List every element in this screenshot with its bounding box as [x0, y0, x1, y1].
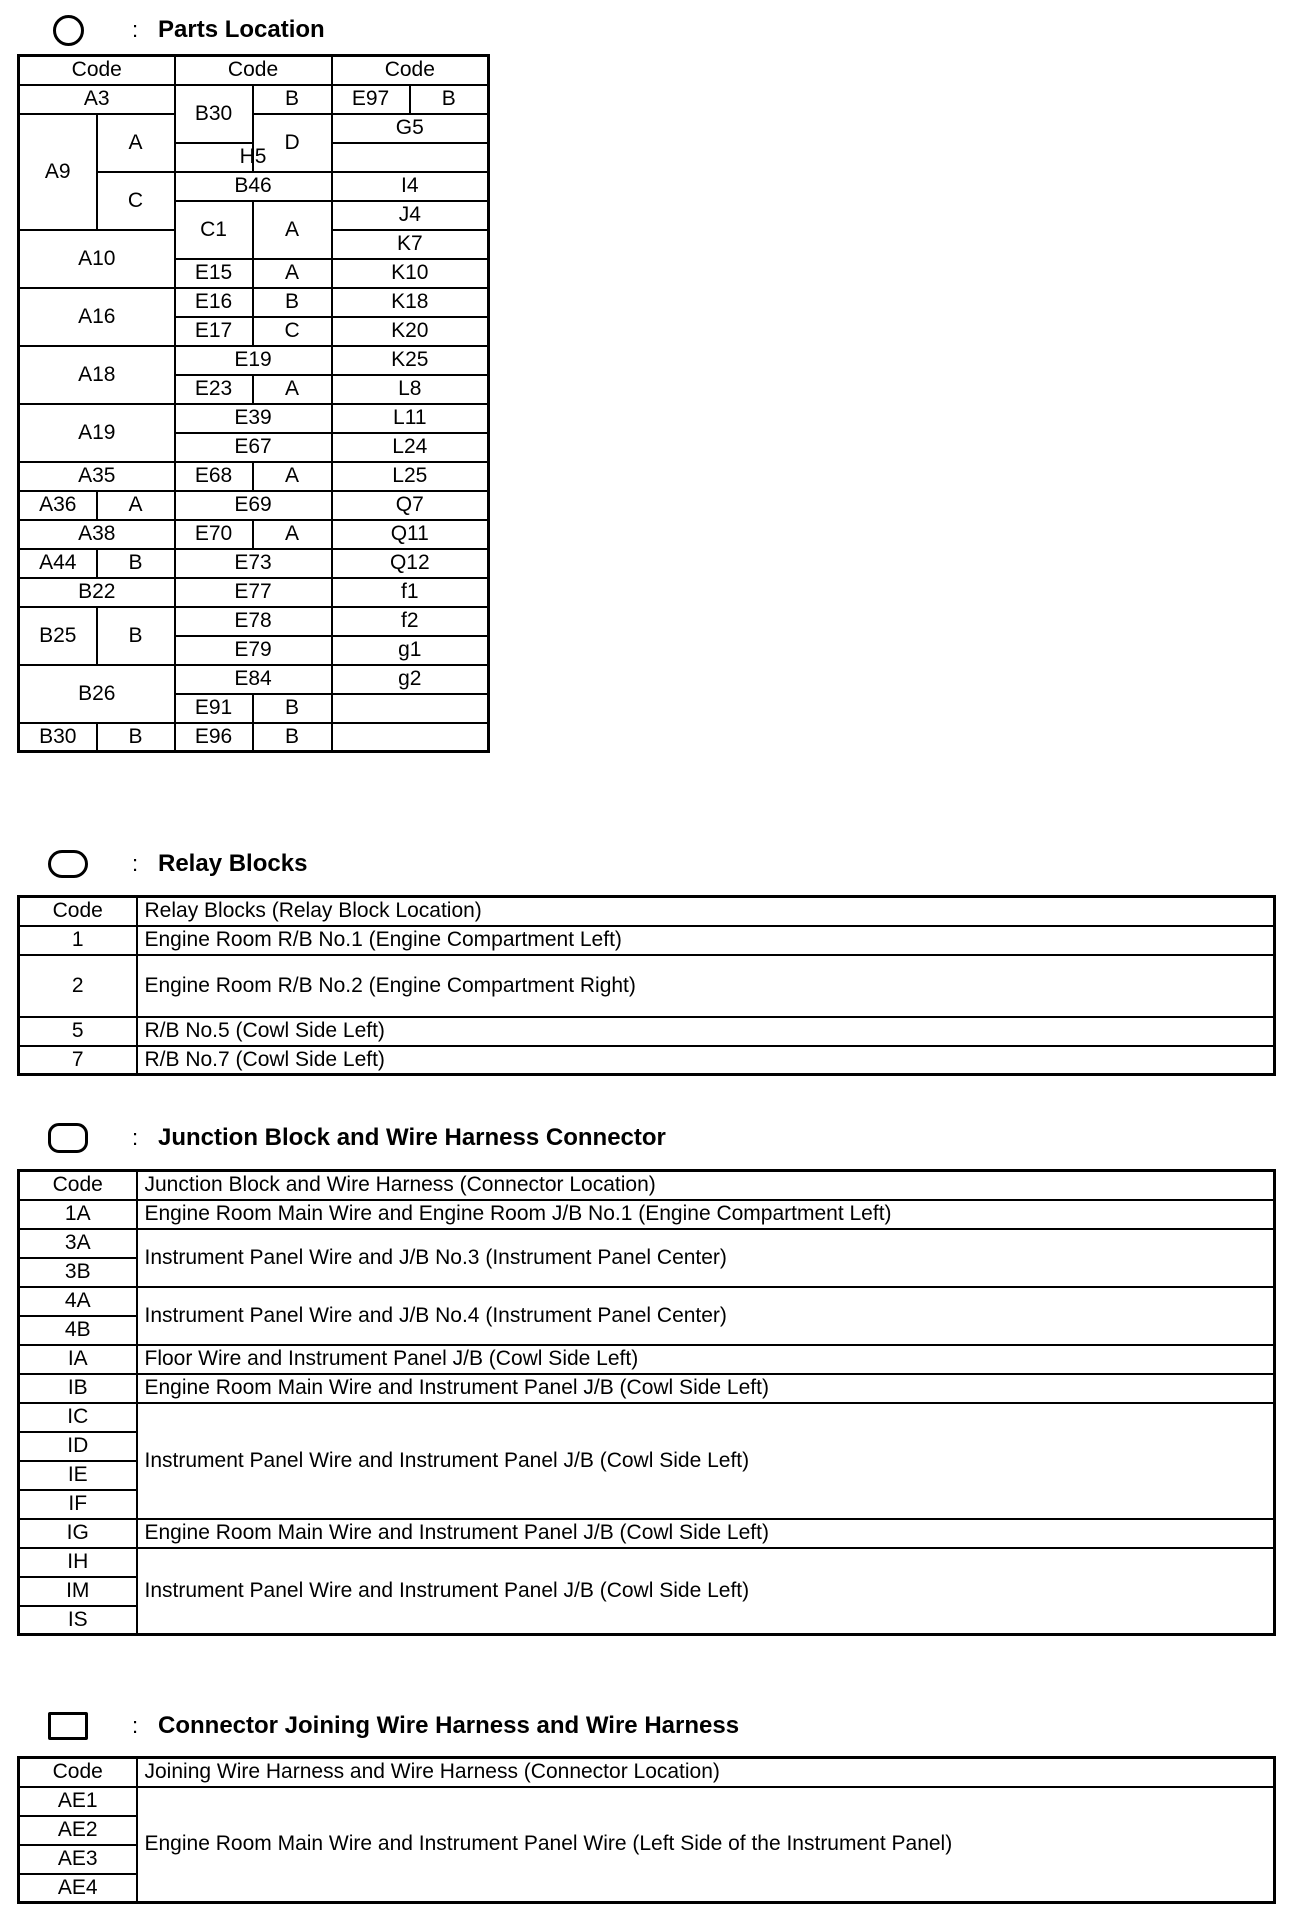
- table-row: [19, 1287, 1275, 1316]
- table-row: [19, 346, 489, 375]
- table-row: [19, 897, 1275, 926]
- code-cell: A: [253, 201, 332, 259]
- table-row: [19, 85, 489, 114]
- table-row: [19, 665, 489, 694]
- column-header: Code: [19, 1171, 137, 1200]
- parts-location-heading: [40, 13, 325, 47]
- column-header: Code: [332, 56, 489, 85]
- code-cell: 3A: [19, 1229, 137, 1258]
- code-cell: E23: [175, 375, 253, 404]
- code-cell: B26: [19, 665, 175, 723]
- code-cell: AE3: [19, 1845, 137, 1874]
- description-cell: Instrument Panel Wire and J/B No.4 (Instrument Panel Center): [137, 1287, 1275, 1345]
- code-cell: E16: [175, 288, 253, 317]
- code-cell: 7: [19, 1046, 137, 1075]
- code-cell: B30: [19, 723, 97, 752]
- junction-block-heading: [40, 1121, 666, 1155]
- table-row: [19, 578, 489, 607]
- code-cell: 3B: [19, 1258, 137, 1287]
- code-cell: E97: [332, 85, 410, 114]
- heading-colon: :: [132, 17, 139, 42]
- code-cell: E78: [175, 607, 332, 636]
- rectangle-symbol-icon: [48, 1712, 88, 1740]
- junction-block-table: [17, 1169, 1276, 1636]
- code-cell: C1: [175, 201, 253, 259]
- code-cell: Q12: [332, 549, 489, 578]
- table-row: [19, 288, 489, 317]
- code-cell: Q7: [332, 491, 489, 520]
- code-cell: I4: [332, 172, 489, 201]
- empty-cell: [332, 723, 489, 752]
- heading-colon: :: [132, 1125, 139, 1150]
- code-cell: IC: [19, 1403, 137, 1432]
- code-cell: IM: [19, 1577, 137, 1606]
- circle-symbol-icon: [53, 15, 84, 46]
- table-row: [19, 926, 1275, 955]
- heading-colon: :: [132, 1713, 139, 1738]
- code-cell: L11: [332, 404, 489, 433]
- code-cell: g1: [332, 636, 489, 665]
- code-cell: IH: [19, 1548, 137, 1577]
- junction-block-title: Junction Block and Wire Harness Connector: [158, 1124, 666, 1151]
- code-cell: B: [253, 694, 332, 723]
- code-cell: 4A: [19, 1287, 137, 1316]
- column-header: Code: [19, 897, 137, 926]
- code-cell: A: [253, 375, 332, 404]
- code-cell: E73: [175, 549, 332, 578]
- description-cell: R/B No.7 (Cowl Side Left): [137, 1046, 1275, 1075]
- code-cell: K18: [332, 288, 489, 317]
- code-cell: L24: [332, 433, 489, 462]
- code-cell: H5: [175, 143, 332, 172]
- table-row: [19, 404, 489, 433]
- table-row: [19, 1374, 1275, 1403]
- code-cell: 1: [19, 926, 137, 955]
- code-cell: 4B: [19, 1316, 137, 1345]
- code-cell: B: [253, 85, 332, 114]
- table-row: [19, 1403, 1275, 1432]
- code-cell: B: [253, 723, 332, 752]
- code-cell: A9: [19, 114, 97, 230]
- column-header: Junction Block and Wire Harness (Connector Location): [137, 1171, 1275, 1200]
- code-cell: AE2: [19, 1816, 137, 1845]
- code-cell: A: [97, 491, 175, 520]
- code-cell: B: [410, 85, 489, 114]
- description-cell: Engine Room R/B No.2 (Engine Compartment Right): [137, 955, 1275, 1017]
- oval-symbol-icon: [48, 850, 88, 878]
- connector-joining-heading: [40, 1709, 739, 1743]
- code-cell: B22: [19, 578, 175, 607]
- code-cell: K7: [332, 230, 489, 259]
- table-row: [19, 462, 489, 491]
- code-cell: B: [97, 607, 175, 665]
- code-cell: K10: [332, 259, 489, 288]
- table-row: [19, 1171, 1275, 1200]
- table-row: [19, 549, 489, 578]
- code-cell: f1: [332, 578, 489, 607]
- table-row: [19, 1787, 1275, 1816]
- code-cell: A10: [19, 230, 175, 288]
- code-cell: E77: [175, 578, 332, 607]
- code-cell: IA: [19, 1345, 137, 1374]
- description-cell: Instrument Panel Wire and Instrument Panel J/B (Cowl Side Left): [137, 1403, 1275, 1519]
- relay-blocks-title: Relay Blocks: [158, 850, 308, 877]
- code-cell: B30: [175, 85, 253, 143]
- table-row: [19, 1229, 1275, 1258]
- table-row: [19, 1758, 1275, 1787]
- connector-joining-title: Connector Joining Wire Harness and Wire Harness: [158, 1712, 740, 1739]
- code-cell: G5: [332, 114, 489, 143]
- table-row: [19, 491, 489, 520]
- code-cell: E70: [175, 520, 253, 549]
- column-header: Joining Wire Harness and Wire Harness (Connector Location): [137, 1758, 1275, 1787]
- description-cell: Engine Room Main Wire and Instrument Panel J/B (Cowl Side Left): [137, 1519, 1275, 1548]
- relay-blocks-table: [17, 895, 1276, 1076]
- description-cell: Engine Room Main Wire and Engine Room J/B No.1 (Engine Compartment Left): [137, 1200, 1275, 1229]
- connector-joining-table: [17, 1756, 1276, 1904]
- code-cell: E68: [175, 462, 253, 491]
- code-cell: A: [253, 462, 332, 491]
- table-row: [19, 723, 489, 752]
- table-row: [19, 1046, 1275, 1075]
- description-cell: Instrument Panel Wire and J/B No.3 (Instrument Panel Center): [137, 1229, 1275, 1287]
- table-row: [19, 1200, 1275, 1229]
- table-row: [19, 56, 489, 85]
- code-cell: f2: [332, 607, 489, 636]
- code-cell: A38: [19, 520, 175, 549]
- code-cell: IB: [19, 1374, 137, 1403]
- code-cell: L25: [332, 462, 489, 491]
- code-cell: E15: [175, 259, 253, 288]
- code-cell: E39: [175, 404, 332, 433]
- code-cell: A: [97, 114, 175, 172]
- code-cell: B46: [175, 172, 332, 201]
- code-cell: E17: [175, 317, 253, 346]
- parts-location-title: Parts Location: [158, 16, 325, 43]
- code-cell: E67: [175, 433, 332, 462]
- code-cell: A: [253, 259, 332, 288]
- table-row: [19, 955, 1275, 1017]
- code-cell: 1A: [19, 1200, 137, 1229]
- column-header: Code: [19, 1758, 137, 1787]
- code-cell: ID: [19, 1432, 137, 1461]
- code-cell: L8: [332, 375, 489, 404]
- code-cell: 2: [19, 955, 137, 1017]
- code-cell: E79: [175, 636, 332, 665]
- code-cell: A18: [19, 346, 175, 404]
- description-cell: Instrument Panel Wire and Instrument Panel J/B (Cowl Side Left): [137, 1548, 1275, 1635]
- code-cell: AE1: [19, 1787, 137, 1816]
- table-row: [19, 1519, 1275, 1548]
- code-cell: A36: [19, 491, 97, 520]
- code-cell: E19: [175, 346, 332, 375]
- description-cell: Floor Wire and Instrument Panel J/B (Cowl Side Left): [137, 1345, 1275, 1374]
- table-row: [19, 607, 489, 636]
- code-cell: C: [253, 317, 332, 346]
- code-cell: A: [253, 520, 332, 549]
- table-row: [19, 1017, 1275, 1046]
- code-cell: B: [253, 288, 332, 317]
- code-cell: A16: [19, 288, 175, 346]
- code-cell: A3: [19, 85, 175, 114]
- code-cell: 5: [19, 1017, 137, 1046]
- code-cell: IE: [19, 1461, 137, 1490]
- table-row: [19, 520, 489, 549]
- code-cell: E96: [175, 723, 253, 752]
- empty-cell: [332, 694, 489, 723]
- code-cell: A44: [19, 549, 97, 578]
- table-row: [19, 1548, 1275, 1577]
- column-header: Relay Blocks (Relay Block Location): [137, 897, 1275, 926]
- code-cell: AE4: [19, 1874, 137, 1903]
- code-cell: E84: [175, 665, 332, 694]
- description-cell: Engine Room Main Wire and Instrument Panel J/B (Cowl Side Left): [137, 1374, 1275, 1403]
- code-cell: K20: [332, 317, 489, 346]
- code-cell: B: [97, 549, 175, 578]
- description-cell: Engine Room R/B No.1 (Engine Compartment Left): [137, 926, 1275, 955]
- code-cell: IF: [19, 1490, 137, 1519]
- parts-location-table: [17, 54, 490, 753]
- description-cell: Engine Room Main Wire and Instrument Panel Wire (Left Side of the Instrument Panel): [137, 1787, 1275, 1903]
- code-cell: J4: [332, 201, 489, 230]
- code-cell: IG: [19, 1519, 137, 1548]
- code-cell: Q11: [332, 520, 489, 549]
- code-cell: A19: [19, 404, 175, 462]
- code-cell: A35: [19, 462, 175, 491]
- code-cell: B: [97, 723, 175, 752]
- rounded-rect-symbol-icon: [48, 1123, 88, 1153]
- code-cell: D: [253, 114, 332, 172]
- relay-blocks-heading: [40, 847, 307, 881]
- code-cell: E91: [175, 694, 253, 723]
- code-cell: IS: [19, 1606, 137, 1635]
- description-cell: R/B No.5 (Cowl Side Left): [137, 1017, 1275, 1046]
- code-cell: K25: [332, 346, 489, 375]
- code-cell: B25: [19, 607, 97, 665]
- column-header: Code: [19, 56, 175, 85]
- table-row: [19, 114, 489, 143]
- heading-colon: :: [132, 851, 139, 876]
- column-header: Code: [175, 56, 332, 85]
- code-cell: g2: [332, 665, 489, 694]
- code-cell: C: [97, 172, 175, 230]
- table-row: [19, 1345, 1275, 1374]
- code-cell: E69: [175, 491, 332, 520]
